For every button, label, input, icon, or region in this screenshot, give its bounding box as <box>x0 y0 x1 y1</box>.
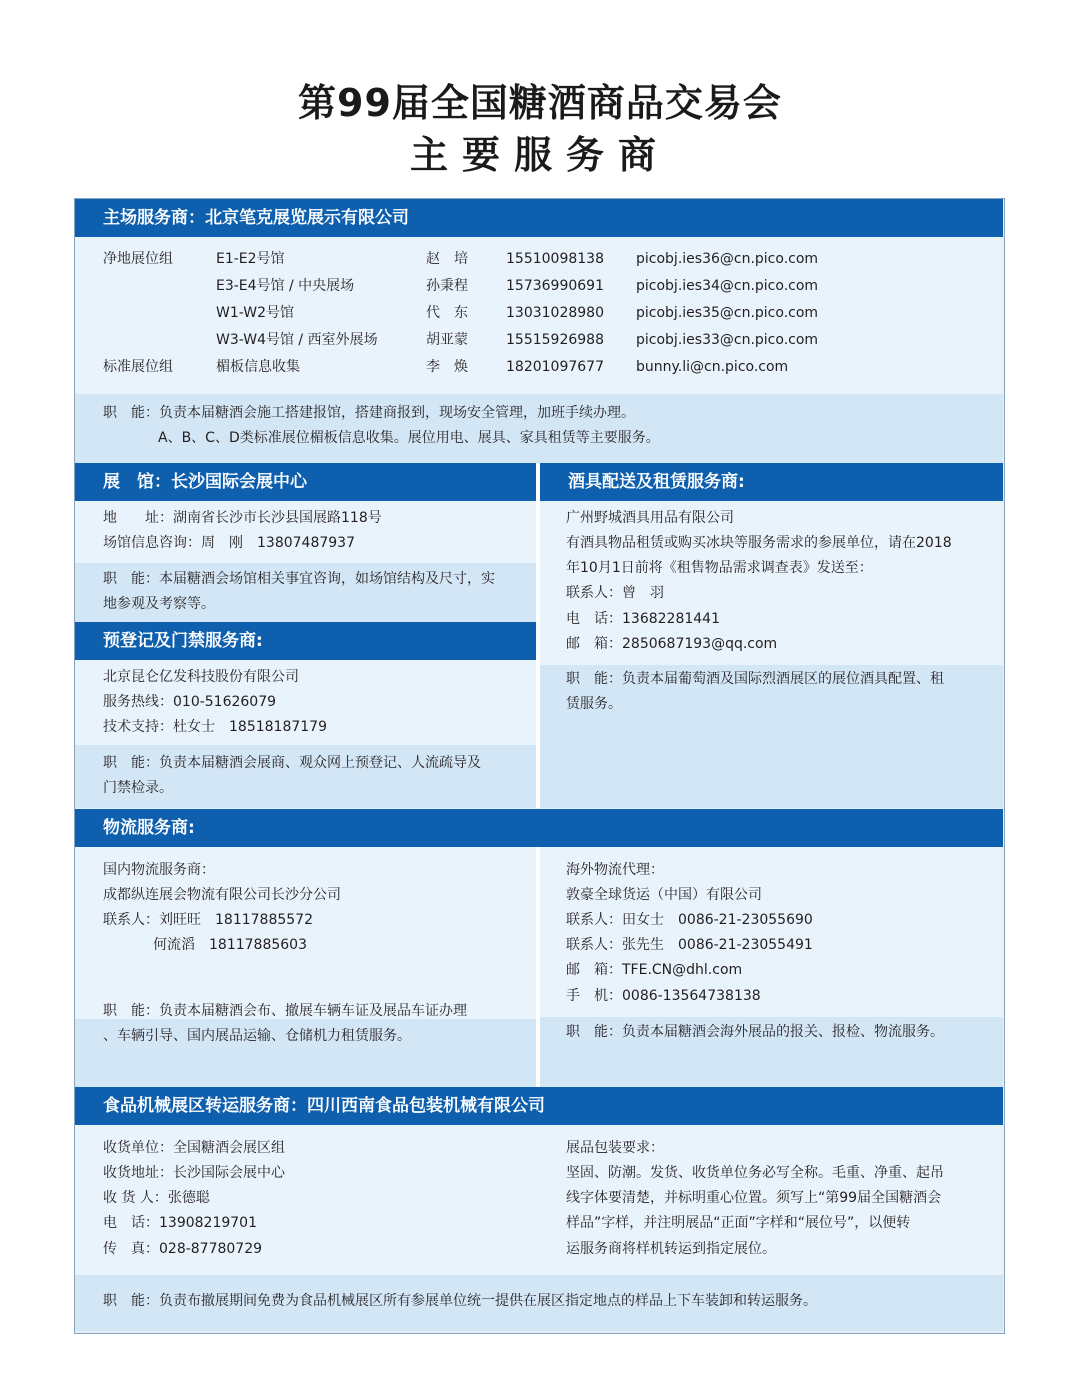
venue-header: 展 馆：长沙国际会展中心 <box>75 463 536 501</box>
table-row-email[interactable]: picobj.ies34@cn.pico.com <box>636 278 819 294</box>
overseas-company: 敦豪全球货运（中国）有限公司 <box>566 887 762 903</box>
wine-email[interactable]: 邮 箱：2850687193@qq.com <box>566 636 778 652</box>
table-row-phone: 18201097677 <box>506 359 604 375</box>
venue-contact: 场馆信息咨询：周 刚 13807487937 <box>103 535 355 551</box>
table-row-hall: E1-E2号馆 <box>216 251 285 267</box>
wine-phone: 电 话：13682281441 <box>566 611 720 627</box>
table-row-phone: 13031028980 <box>506 305 604 321</box>
food-header: 食品机械展区转运服务商：四川西南食品包装机械有限公司 <box>75 1087 1003 1125</box>
food-pack-line4: 运服务商将样机转运到指定展位。 <box>566 1241 776 1257</box>
overseas-mobile: 手 机：0086-13564738138 <box>566 988 761 1004</box>
overseas-contact2: 联系人：张先生 0086-21-23055491 <box>566 937 813 953</box>
table-row-group: 净地展位组 <box>103 251 173 267</box>
wine-line1: 有酒具物品租赁或购买冰块等服务需求的参展单位，请在2018 <box>566 535 952 551</box>
food-receiver-addr: 收货地址：长沙国际会展中心 <box>103 1165 285 1181</box>
food-phone: 电 话：13908219701 <box>103 1215 257 1231</box>
table-row-phone: 15510098138 <box>506 251 604 267</box>
food-receiver-unit: 收货单位：全国糖酒会展区组 <box>103 1140 285 1156</box>
prereg-duty-line2: 门禁检录。 <box>103 780 173 796</box>
prereg-company: 北京昆仑亿发科技股份有限公司 <box>103 669 299 685</box>
page-title: 第99届全国糖酒商品交易会 <box>298 81 782 125</box>
main-duty-line2: A、B、C、D类标准展位楣板信息收集。展位用电、展具、家具租赁等主要服务。 <box>158 430 660 446</box>
table-row-person: 代 东 <box>426 305 468 321</box>
table-row-email[interactable]: picobj.ies36@cn.pico.com <box>636 251 819 267</box>
table-row-hall: W3-W4号馆 / 西室外展场 <box>216 332 378 348</box>
overseas-duty: 职 能：负责本届糖酒会海外展品的报关、报检、物流服务。 <box>566 1024 944 1040</box>
domestic-contact1: 联系人：刘旺旺 18117885572 <box>103 912 313 928</box>
table-row-email[interactable]: picobj.ies35@cn.pico.com <box>636 305 819 321</box>
domestic-label: 国内物流服务商： <box>103 862 215 878</box>
overseas-email[interactable]: 邮 箱：TFE.CN@dhl.com <box>566 962 743 978</box>
wine-line2: 年10月1日前将《租售物品需求调查表》发送至： <box>566 560 873 576</box>
food-duty: 职 能：负责布撤展期间免费为食品机械展区所有参展单位统一提供在展区指定地点的样品上下车装卸和转运服务。 <box>103 1293 817 1309</box>
wine-contact: 联系人：曾 羽 <box>566 585 664 601</box>
logistics-header: 物流服务商: <box>75 809 1003 847</box>
prereg-duty-line1: 职 能：负责本届糖酒会展商、观众网上预登记、人流疏导及 <box>103 755 481 771</box>
wine-company: 广州野城酒具用品有限公司 <box>566 510 734 526</box>
table-row-group: 标准展位组 <box>103 359 173 375</box>
venue-duty-line1: 职 能：本届糖酒会场馆相关事宜咨询，如场馆结构及尺寸，实 <box>103 571 495 587</box>
food-pack-line2: 线字体要清楚，并标明重心位置。须写上“第99届全国糖酒会 <box>566 1190 942 1206</box>
food-fax: 传 真：028-87780729 <box>103 1241 263 1257</box>
domestic-duty-line2: 、车辆引导、国内展品运输、仓储机力租赁服务。 <box>103 1028 411 1044</box>
table-row-hall: 楣板信息收集 <box>216 359 300 375</box>
table-row-person: 李 焕 <box>426 359 468 375</box>
wine-duty-line2: 赁服务。 <box>566 696 622 712</box>
table-row-person: 孙秉程 <box>426 278 468 294</box>
wine-header: 酒具配送及租赁服务商: <box>540 463 1003 501</box>
domestic-duty-line1: 职 能：负责本届糖酒会布、撤展车辆车证及展品车证办理 <box>103 1003 467 1019</box>
domestic-contact2: 何流滔 18117885603 <box>153 937 307 953</box>
table-row-person: 胡亚蒙 <box>426 332 468 348</box>
table-row-person: 赵 培 <box>426 251 468 267</box>
main-service-header: 主场服务商：北京笔克展览展示有限公司 <box>75 199 1003 237</box>
table-row-hall: W1-W2号馆 <box>216 305 294 321</box>
main-duty-line1: 职 能：负责本届糖酒会施工搭建报馆，搭建商报到，现场安全管理，加班手续办理。 <box>103 405 635 421</box>
venue-duty-line2: 地参观及考察等。 <box>103 596 215 612</box>
food-pack-line1: 坚固、防潮。发货、收货单位务必写全称。毛重、净重、起吊 <box>566 1165 944 1181</box>
food-pack-label: 展品包装要求： <box>566 1140 664 1156</box>
prereg-header: 预登记及门禁服务商: <box>75 622 536 660</box>
food-receiver: 收 货 人：张德聪 <box>103 1190 210 1206</box>
table-row-email[interactable]: bunny.li@cn.pico.com <box>636 359 789 375</box>
table-row-phone: 15736990691 <box>506 278 604 294</box>
prereg-hotline: 服务热线：010-51626079 <box>103 694 277 710</box>
table-row-hall: E3-E4号馆 / 中央展场 <box>216 278 355 294</box>
overseas-label: 海外物流代理： <box>566 862 664 878</box>
overseas-contact1: 联系人：田女士 0086-21-23055690 <box>566 912 813 928</box>
table-row-email[interactable]: picobj.ies33@cn.pico.com <box>636 332 819 348</box>
prereg-support: 技术支持：杜女士 18518187179 <box>103 719 327 735</box>
venue-address: 地 址：湖南省长沙市长沙县国展路118号 <box>103 510 382 526</box>
food-pack-line3: 样品”字样，并注明展品“正面”字样和“展位号”，以便转 <box>566 1215 911 1231</box>
page-subtitle: 主要服务商 <box>409 133 670 177</box>
table-row-phone: 15515926988 <box>506 332 604 348</box>
domestic-company: 成都纵连展会物流有限公司长沙分公司 <box>103 887 341 903</box>
wine-duty-line1: 职 能：负责本届葡萄酒及国际烈酒展区的展位酒具配置、租 <box>566 671 944 687</box>
